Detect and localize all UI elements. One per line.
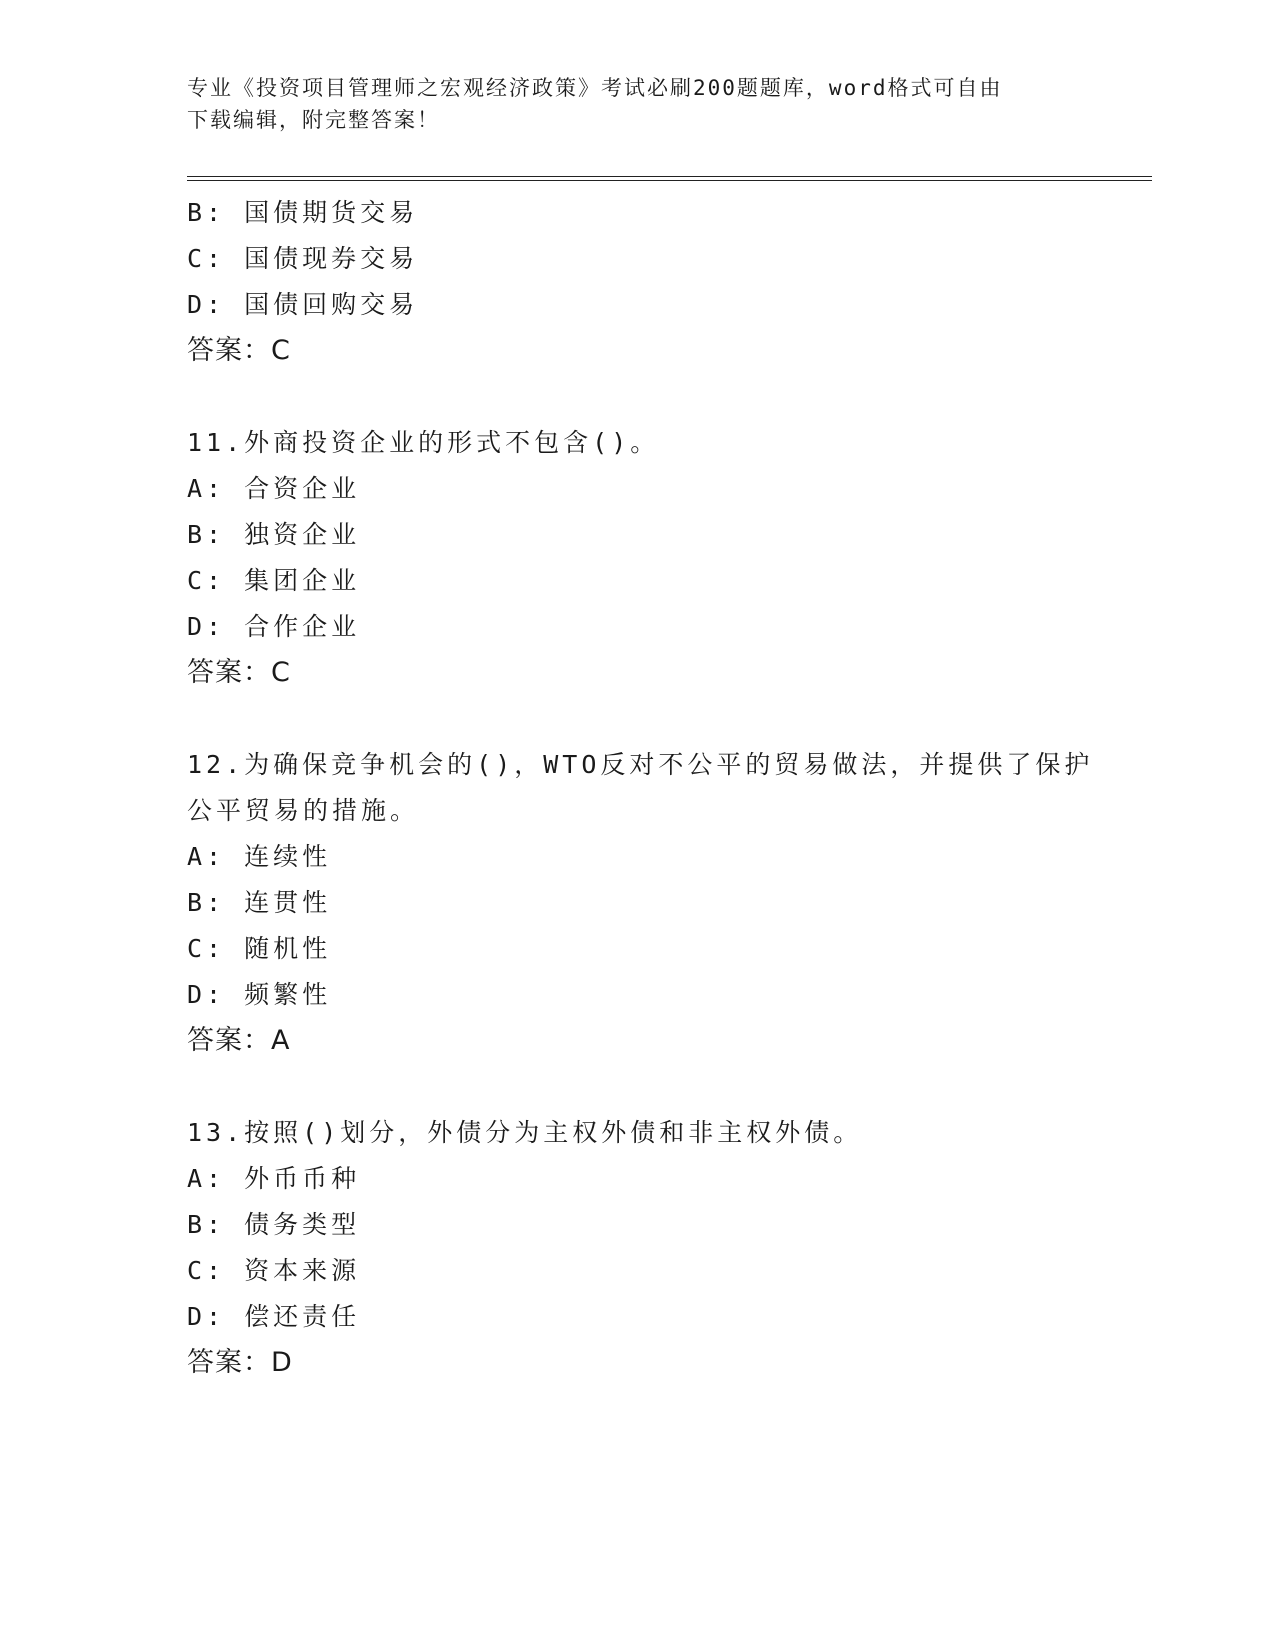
option-key: C: bbox=[187, 1256, 226, 1285]
option-b bbox=[187, 1202, 1087, 1248]
option-c bbox=[187, 558, 1087, 604]
header-line-1: 专业《投资项目管理师之宏观经济政策》考试必刷200题题库，word格式可自由 bbox=[187, 76, 1003, 100]
option-text: 债务类型 bbox=[244, 1210, 361, 1239]
page-header bbox=[187, 72, 1067, 136]
option-a bbox=[187, 834, 1087, 880]
option-key: B: bbox=[187, 198, 226, 227]
option-text: 独资企业 bbox=[244, 520, 361, 549]
option-c bbox=[187, 236, 1087, 282]
option-b bbox=[187, 512, 1087, 558]
question-block-12 bbox=[187, 742, 1094, 1064]
option-a bbox=[187, 466, 1087, 512]
option-c bbox=[187, 1248, 1087, 1294]
question-block-13 bbox=[187, 1110, 1087, 1386]
option-key: D: bbox=[187, 290, 226, 319]
header-line-2: 下载编辑，附完整答案！ bbox=[187, 108, 440, 132]
option-text: 国债回购交易 bbox=[244, 290, 419, 319]
option-text: 频繁性 bbox=[244, 980, 332, 1009]
option-key: C: bbox=[187, 566, 226, 595]
option-c bbox=[187, 926, 1087, 972]
option-key: B: bbox=[187, 1210, 226, 1239]
question-block-11 bbox=[187, 420, 1087, 696]
option-key: B: bbox=[187, 520, 226, 549]
answer-line: 答案：C bbox=[187, 657, 291, 688]
option-text: 合作企业 bbox=[244, 612, 361, 641]
option-key: A: bbox=[187, 1164, 226, 1193]
option-text: 国债现券交易 bbox=[244, 244, 419, 273]
option-text: 集团企业 bbox=[244, 566, 361, 595]
option-text: 连贯性 bbox=[244, 888, 332, 917]
question-block-partial bbox=[187, 190, 1087, 374]
option-key: A: bbox=[187, 474, 226, 503]
option-key: C: bbox=[187, 934, 226, 963]
option-key: D: bbox=[187, 980, 226, 1009]
option-text: 国债期货交易 bbox=[244, 198, 419, 227]
question-list bbox=[187, 190, 1094, 1386]
question-stem: 12.为确保竞争机会的()，WTO反对不公平的贸易做法，并提供了保护 bbox=[187, 750, 1094, 779]
question-stem: 13.按照()划分，外债分为主权外债和非主权外债。 bbox=[187, 1118, 863, 1147]
option-d bbox=[187, 604, 1087, 650]
option-text: 资本来源 bbox=[244, 1256, 361, 1285]
answer-line: 答案：C bbox=[187, 335, 291, 366]
spacer bbox=[187, 696, 1087, 742]
option-text: 连续性 bbox=[244, 842, 332, 871]
option-text: 偿还责任 bbox=[244, 1302, 361, 1331]
option-b bbox=[187, 190, 1087, 236]
option-key: D: bbox=[187, 612, 226, 641]
option-b bbox=[187, 880, 1087, 926]
option-key: B: bbox=[187, 888, 226, 917]
option-text: 外币币种 bbox=[244, 1164, 361, 1193]
spacer bbox=[187, 374, 1087, 420]
answer-line: 答案：D bbox=[187, 1347, 293, 1378]
option-text: 合资企业 bbox=[244, 474, 361, 503]
option-key: C: bbox=[187, 244, 226, 273]
option-text: 随机性 bbox=[244, 934, 332, 963]
option-key: D: bbox=[187, 1302, 226, 1331]
answer-line: 答案：A bbox=[187, 1025, 291, 1056]
option-a bbox=[187, 1156, 1087, 1202]
option-key: A: bbox=[187, 842, 226, 871]
option-d bbox=[187, 1294, 1087, 1340]
header-divider bbox=[187, 176, 1152, 181]
spacer bbox=[187, 1064, 1087, 1110]
option-d bbox=[187, 972, 1087, 1018]
question-stem-continued: 公平贸易的措施。 bbox=[187, 796, 420, 825]
option-d bbox=[187, 282, 1087, 328]
question-stem: 11.外商投资企业的形式不包含()。 bbox=[187, 428, 660, 457]
